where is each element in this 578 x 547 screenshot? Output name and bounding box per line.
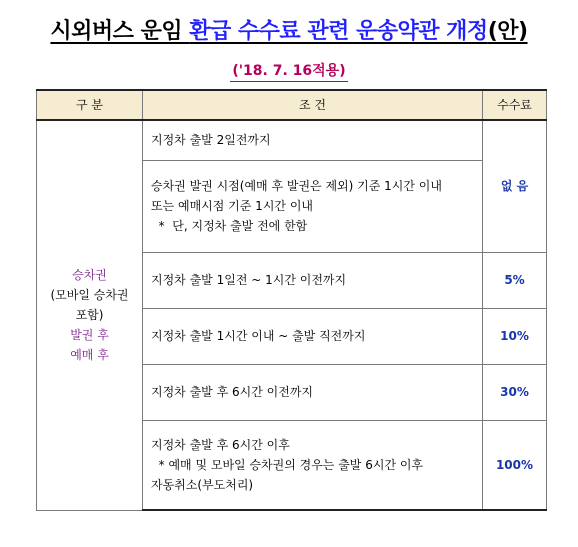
header-fee <box>483 90 547 120</box>
title-part-1: 시외버스 운임 <box>50 19 190 44</box>
fee-cell <box>483 364 547 420</box>
date-container <box>0 60 578 82</box>
condition-line: 지정차 출발 2일전까지 <box>151 133 271 148</box>
condition-line: * 단, 지정차 출발 전에 한함 <box>151 219 308 233</box>
fee-cell <box>483 420 547 510</box>
condition-line: 지정차 출발 후 6시간 이후 <box>151 437 290 452</box>
condition-line: 승차권 발권 시점(예매 후 발권은 제외) 기준 1시간 이내 <box>151 179 442 193</box>
condition-cell <box>143 420 483 510</box>
header-condition <box>143 90 483 120</box>
header-category-label: 구 분 <box>76 98 103 112</box>
condition-line: 지정차 출발 1일전 ~ 1시간 이전까지 <box>151 273 347 287</box>
refund-fee-table <box>36 89 547 511</box>
header-fee-label: 수수료 <box>497 98 532 112</box>
fee-value: 없 음 <box>500 179 529 194</box>
category-line: 발권 후 <box>70 328 109 343</box>
condition-cell <box>143 160 483 252</box>
fee-value: 5% <box>504 273 525 287</box>
condition-line: 지정차 출발 1시간 이내 ~ 출발 직전까지 <box>151 329 366 343</box>
condition-line: 또는 예매시점 기준 1시간 이내 <box>151 199 313 213</box>
condition-cell <box>143 308 483 364</box>
condition-cell <box>143 252 483 308</box>
fee-value: 10% <box>500 329 529 343</box>
category-line: 포함) <box>75 308 104 323</box>
header-condition-label: 조 건 <box>299 98 326 112</box>
category-line: 승차권 <box>72 268 107 283</box>
title-part-2: 환급 수수료 관련 운송약관 개정 <box>189 19 488 44</box>
header-category <box>37 90 143 120</box>
condition-line: * 예매 및 모바일 승차권의 경우는 출발 6시간 이후 <box>151 457 424 472</box>
fee-cell <box>483 252 547 308</box>
title-part-3: (안) <box>487 19 528 44</box>
fee-cell <box>483 308 547 364</box>
condition-cell <box>143 364 483 420</box>
fee-cell <box>483 120 547 252</box>
table-header-row <box>37 90 547 120</box>
category-line: (모바일 승차권 <box>50 288 129 303</box>
effective-date: ('18. 7. 16적용) <box>230 60 347 82</box>
fee-value: 30% <box>500 385 529 399</box>
condition-line: 지정차 출발 후 6시간 이전까지 <box>151 385 313 399</box>
table-row <box>37 120 547 160</box>
condition-line: 자동취소(부도처리) <box>151 477 254 492</box>
fee-value: 100% <box>495 457 534 472</box>
title-container <box>0 14 578 45</box>
category-line: 예매 후 <box>70 348 109 363</box>
page-title <box>50 14 527 45</box>
category-cell <box>37 120 143 510</box>
condition-cell <box>143 120 483 160</box>
